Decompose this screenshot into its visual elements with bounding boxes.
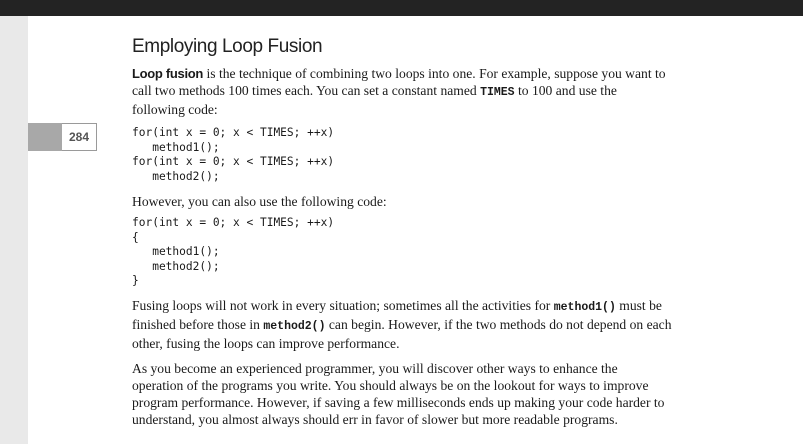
top-bar xyxy=(0,0,803,16)
code-block-separate-loops xyxy=(132,126,672,184)
page-content xyxy=(132,36,672,428)
para1-text-a: is the technique of combining two loops into one. For example, suppose you want to call two methods 100 times each. You can set a constant named xyxy=(132,66,666,98)
code-times: TIMES xyxy=(480,86,515,99)
left-gutter xyxy=(0,16,28,444)
page-number: 284 xyxy=(62,123,97,151)
para1-text-b: to 100 and use the following code: xyxy=(132,83,617,117)
paragraph-experience: As you become an experienced programmer, you will discover other ways to enhance the operation of the programs you write. You should always be on the lookout for ways to improve program performance. However, if saving a few milliseconds ends up making your code harder to understand, you almost always should err in favor of slower but more readable programs. xyxy=(132,360,665,427)
code-block-fused-loop xyxy=(132,216,672,289)
paragraph-fusing-limits xyxy=(132,297,672,352)
code-line: for(int x = 0; x < TIMES; ++x) xyxy=(132,216,335,229)
code-line: for(int x = 0; x < TIMES; ++x) xyxy=(132,126,335,139)
paragraph-alternative: However, you can also use the following code: xyxy=(132,194,387,209)
term-loop-fusion: Loop fusion xyxy=(132,66,204,81)
code-line: method1(); xyxy=(132,140,220,154)
code-line: { xyxy=(132,230,139,244)
code-method2: method2() xyxy=(263,319,326,333)
code-line: method2(); xyxy=(132,259,220,273)
code-line: method2(); xyxy=(132,169,220,183)
section-title: Employing Loop Fusion xyxy=(132,36,323,57)
code-line: for(int x = 0; x < TIMES; ++x) xyxy=(132,155,335,168)
para3-text-c: can begin. However, if the two methods do not depend on each other, fusing the loops can improve performance. xyxy=(132,316,672,351)
code-line: } xyxy=(132,274,139,287)
page-marker xyxy=(28,123,98,151)
page-tab-shade xyxy=(28,123,62,151)
code-line: method1(); xyxy=(132,245,220,258)
paragraph-loop-fusion xyxy=(132,65,672,118)
code-method1: method1() xyxy=(553,300,616,314)
para3-text-b: must be finished before those in xyxy=(132,297,662,332)
para3-text-a: Fusing loops will not work in every situation; sometimes all the activities for xyxy=(132,297,554,313)
